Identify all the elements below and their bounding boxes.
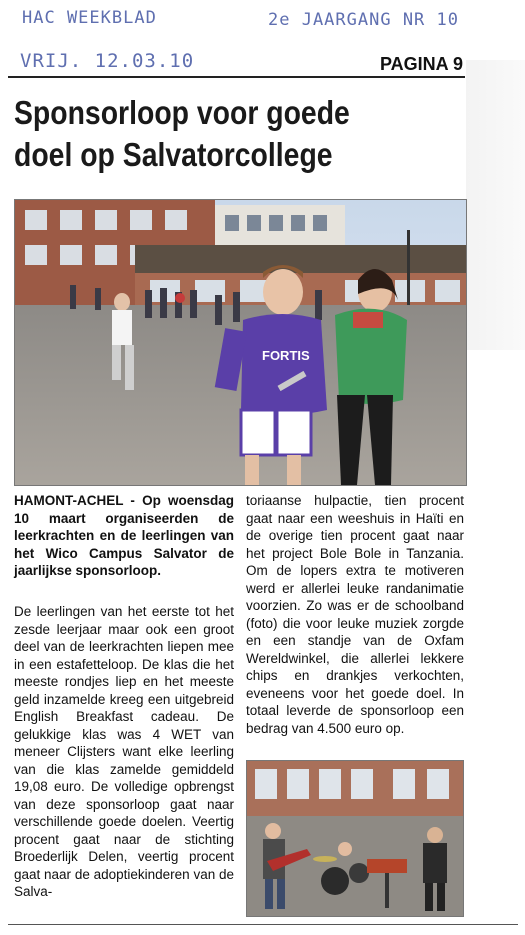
runners-photo-illustration [15,200,466,485]
handwritten-date-note: VRIJ. 12.03.10 [20,50,195,72]
footer-rule [8,924,518,925]
shirt-sponsor-text: FORTIS [262,348,310,363]
article-body-column-1 [14,603,234,901]
header-rule [8,76,465,78]
handwritten-issue-note: 2e JAARGANG NR 10 [268,10,459,30]
page-number-label: PAGINA 9 [379,54,463,74]
adjacent-article-fade [466,60,525,350]
handwritten-publication-note: HAC WEEKBLAD [22,8,157,28]
article-body-column-2 [246,492,464,737]
body-paragraph-2: toriaanse hulpactie, tien procent gaat naar een weeshuis in Haïti en de overige tien procent gaat naar het project Bole Bole in Tanzania. Om de lopers extra te motiveren werd er allerlei leuke randanimatie voorzien. Zo was er de schoolband (foto) die voor leuke muziek zorgde en een standje van de Oxfam Wereldwinkel, die allerlei lekkere chips en drankjes verkochten, eveneens voor het goede doel. In totaal leverde de sponsorloop een bedrag van 4.500 euro op. [246,493,464,736]
schoolband-photo-illustration [247,761,463,916]
article-photo-runners [14,199,467,486]
article-lead [14,492,234,580]
article-title: Sponsorloop voor goede doel op Salvatorcollege [14,94,350,173]
lead-paragraph: HAMONT-ACHEL - Op woensdag 10 maart organiseerden de leerkrachten en de leerlingen van het Wico Campus Salvator de jaarlijkse sponsorloop. [14,493,234,578]
body-paragraph-1: De leerlingen van het eerste tot het zesde leerjaar maar ook een groot deel van de leerkrachten liepen mee in een estafetteloop. De klas die het meeste rondjes liep en het meeste geld inzamelde kreeg een uitgebreid English Breakfast cadeau. De gelukkige klas was 4 WET van meneer Clijsters want elke leerling van die klas zamelde gemiddeld 19,08 euro. De volledige opbrengst van deze sponsorloop gaat naar verschillende goede doelen. Veertig procent gaat naar de stichting Broederlijk Delen, veertig procent gaat naar de adoptiekinderen van de Salva- [14,604,234,899]
article-photo-schoolband [246,760,464,917]
